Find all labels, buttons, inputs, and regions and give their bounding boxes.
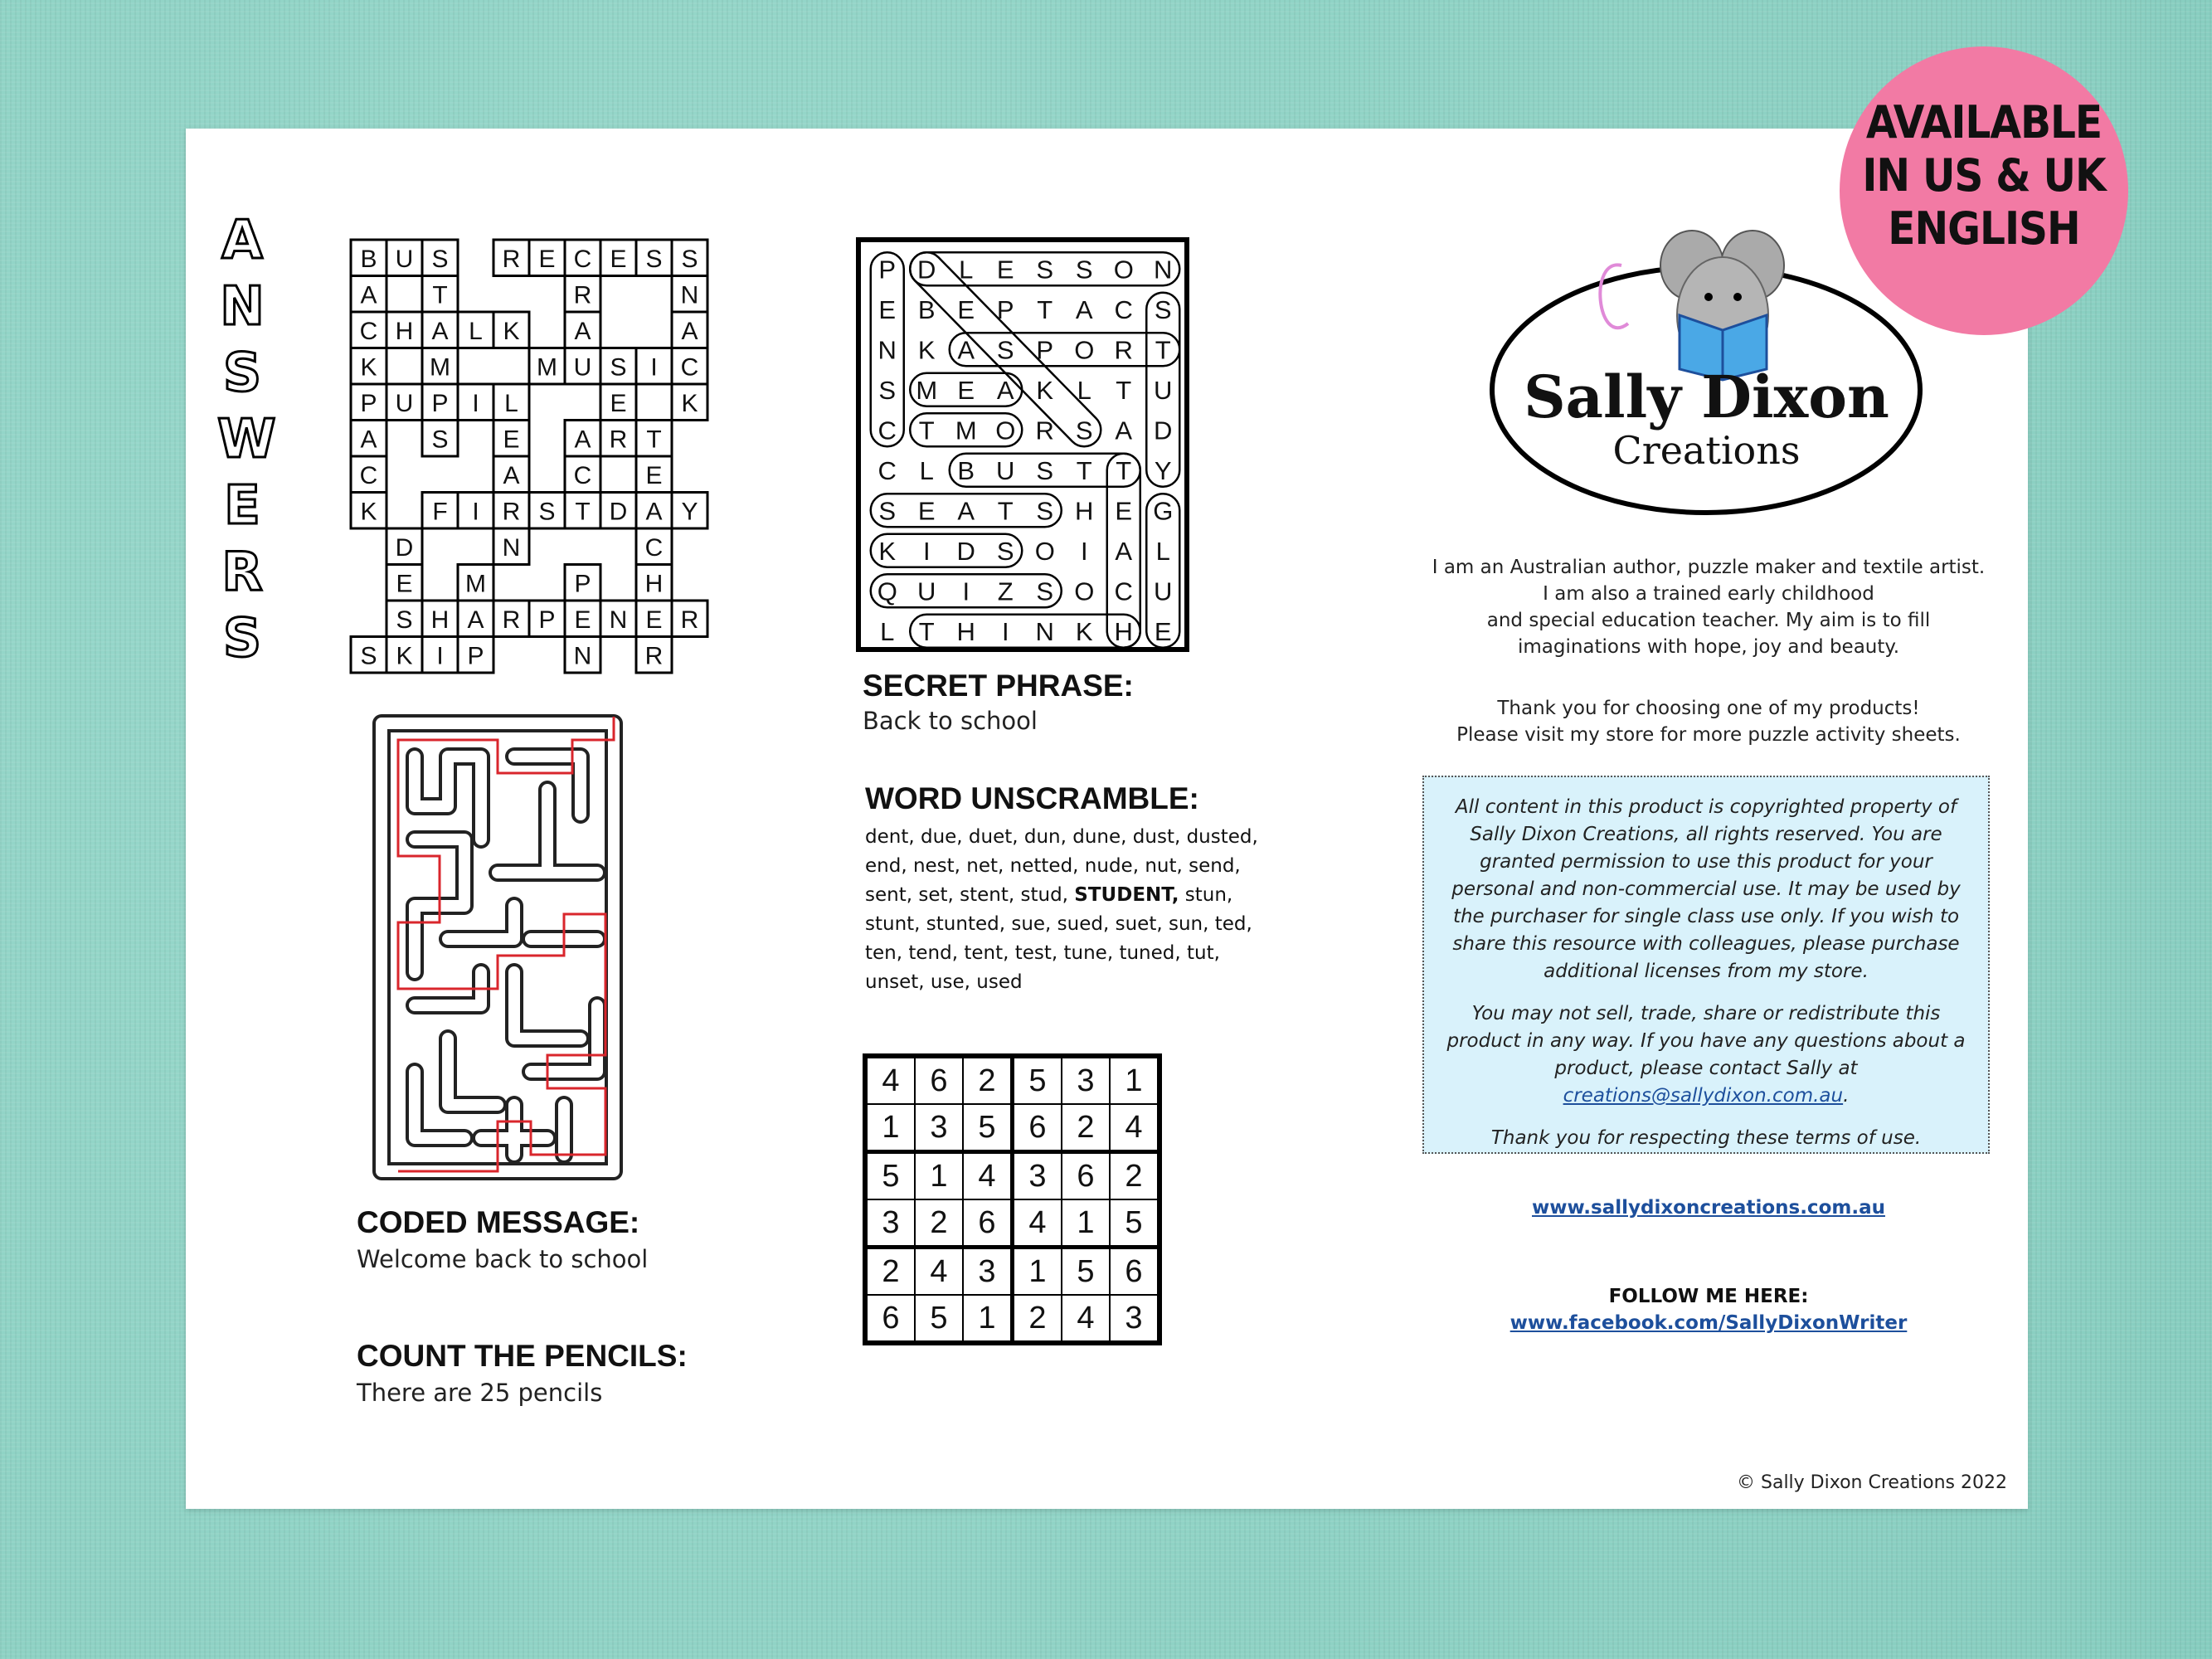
wordsearch-letter: H <box>1114 616 1133 646</box>
crossword-letter: P <box>574 570 591 598</box>
wordsearch-letter: C <box>878 455 897 485</box>
bio-line: and special education teacher. My aim is to fill <box>1486 610 1931 631</box>
secret-phrase-answer: Back to school <box>863 707 1038 735</box>
wordsearch-letter: O <box>1113 255 1134 285</box>
wordsearch-letter: S <box>1036 455 1054 485</box>
wordsearch-letter: N <box>878 335 897 365</box>
wordsearch-letter: Z <box>997 577 1014 606</box>
crossword-letter: N <box>502 533 521 562</box>
wordsearch-letter: O <box>1074 335 1095 365</box>
wordsearch-letter: R <box>1035 416 1054 445</box>
wordsearch-letter: D <box>1154 416 1173 445</box>
wordsearch-letter: A <box>996 375 1014 405</box>
wordsearch-letter: O <box>1034 536 1055 566</box>
secret-phrase-heading: SECRET PHRASE: <box>863 669 1134 703</box>
author-bio <box>1410 554 2007 660</box>
wordsearch-letter: S <box>996 335 1014 365</box>
title-letter: N <box>220 276 265 338</box>
terms-paragraph: Thank you for respecting these terms of use. <box>1490 1127 1922 1149</box>
wordsearch-letter: U <box>1154 375 1173 405</box>
wordsearch-letter: D <box>917 255 936 285</box>
wordsearch-letter: S <box>878 496 897 526</box>
follow-section <box>1410 1286 2007 1334</box>
wordsearch-letter: I <box>962 577 970 606</box>
crossword-letter: S <box>538 498 556 526</box>
crossword-letter: A <box>467 606 484 634</box>
title-letter: S <box>222 608 262 669</box>
crossword-letter: M <box>430 353 450 382</box>
crossword-letter: N <box>609 606 628 634</box>
title-letter: S <box>222 343 262 404</box>
wordsearch-letter: M <box>916 375 938 405</box>
crossword-letter: B <box>360 245 377 273</box>
crossword-letter: E <box>610 389 627 417</box>
crossword-letter: S <box>431 245 449 273</box>
crossword-letter: A <box>360 426 377 454</box>
wordsearch-letter: T <box>918 416 935 445</box>
wordsearch-letter: S <box>1154 294 1172 324</box>
unscramble-line: end, nest, net, netted, nude, nut, send, <box>865 855 1241 877</box>
wordsearch-letter: P <box>996 294 1014 324</box>
crossword-letter: A <box>503 461 520 489</box>
title-letter: A <box>221 210 263 271</box>
crossword-letter: P <box>538 606 556 634</box>
crossword-letter: N <box>573 642 592 670</box>
count-pencils-heading: COUNT THE PENCILS: <box>357 1339 688 1373</box>
crossword-letter: S <box>396 606 413 634</box>
crossword-letter: P <box>360 389 377 417</box>
crossword-letter: I <box>650 353 658 382</box>
thank-you-message <box>1410 695 2007 748</box>
wordsearch-letter: S <box>1036 496 1054 526</box>
wordsearch-letter: A <box>1115 536 1133 566</box>
wordsearch-letter: A <box>1115 416 1133 445</box>
wordsearch-letter: O <box>1074 577 1095 606</box>
crossword-letter: T <box>646 426 662 454</box>
wordsearch-letter: O <box>995 416 1016 445</box>
badge-line: IN US & UK <box>1862 149 2106 202</box>
crossword-letter: T <box>575 498 591 526</box>
crossword-letter: R <box>609 426 628 454</box>
crossword-letter: H <box>395 317 414 345</box>
crossword-letter: R <box>680 606 699 634</box>
crossword-letter: H <box>430 606 450 634</box>
crossword-letter: E <box>645 606 663 634</box>
crossword-letter: I <box>472 498 479 526</box>
unscramble-line: dent, due, duet, dun, dune, dust, dusted, <box>865 826 1258 848</box>
wordsearch-letter: C <box>1114 294 1133 324</box>
crossword-letter: P <box>431 389 449 417</box>
unscramble-line: ten, tend, tent, test, tune, tuned, tut, <box>865 942 1220 964</box>
crossword-letter: E <box>396 570 413 598</box>
wordsearch-letter: E <box>878 294 897 324</box>
crossword-letter: E <box>538 245 556 273</box>
bio-line: imaginations with hope, joy and beauty. <box>1517 636 1900 658</box>
title-letter: W <box>217 409 276 470</box>
wordsearch-letter: S <box>996 536 1014 566</box>
crossword-letter: S <box>681 245 698 273</box>
crossword-letter: A <box>574 317 591 345</box>
wordsearch-letter: A <box>957 496 975 526</box>
wordsearch-letter: T <box>1037 294 1053 324</box>
crossword-letter: M <box>465 570 486 598</box>
crossword-letter: P <box>467 642 484 670</box>
wordsearch-letter: M <box>955 416 977 445</box>
wordsearch-letter: S <box>878 375 897 405</box>
word-unscramble-section <box>865 781 1296 997</box>
wordsearch-letter: Q <box>877 577 897 606</box>
crossword-letter: C <box>680 353 699 382</box>
terms-paragraph: You may not sell, trade, share or redistribute this product in any way. If you have any questions about a product, please contact Sally at creations@sallydixon.com.au. <box>1446 1003 1966 1107</box>
wordsearch-letter: K <box>917 335 936 365</box>
crossword-letter: C <box>573 245 592 273</box>
wordsearch-letter: L <box>1077 375 1091 405</box>
thanks-line: Please visit my store for more puzzle activity sheets. <box>1456 724 1961 746</box>
crossword-letter: M <box>537 353 557 382</box>
crossword-letter: C <box>359 317 378 345</box>
copyright-notice: © Sally Dixon Creations 2022 <box>1737 1472 2007 1493</box>
unscramble-line: stunt, stunted, sue, sued, suet, sun, ted, <box>865 913 1252 935</box>
coded-message-section <box>357 1205 648 1273</box>
secret-phrase-section <box>863 669 1134 735</box>
word-unscramble-list <box>865 823 1296 997</box>
crossword-letter: R <box>502 245 521 273</box>
maze-solution <box>365 707 630 1188</box>
wordsearch-letter: L <box>1155 536 1170 566</box>
crossword-letter: U <box>573 353 592 382</box>
wordsearch-letter: L <box>919 455 934 485</box>
crossword-letter: I <box>436 642 444 670</box>
wordsearch-letter: C <box>878 416 897 445</box>
wordsearch-letter: L <box>880 616 895 646</box>
wordsearch-letter: A <box>957 335 975 365</box>
wordsearch-letter: T <box>997 496 1014 526</box>
contact-email-link[interactable]: creations@sallydixon.com.au <box>1563 1085 1844 1107</box>
facebook-link[interactable]: www.facebook.com/SallyDixonWriter <box>1510 1312 1908 1334</box>
wordsearch-letter: G <box>1153 496 1174 526</box>
wordsearch-letter: N <box>1154 255 1173 285</box>
bio-line: I am also a trained early childhood <box>1543 583 1874 605</box>
wordsearch-letter: S <box>1075 255 1093 285</box>
terms-paragraph: All content in this product is copyrighted property of Sally Dixon Creations, all rights reserved. You are granted permission to use this product for your personal and non-commercial use. It may be used by the purchaser for single class use only. If you wish to share this resource with colleagues, please purchase additional licenses from my store. <box>1451 796 1961 982</box>
crossword-letter: A <box>360 281 377 309</box>
wordsearch-letter: E <box>1154 616 1172 646</box>
crossword-letter: E <box>574 606 591 634</box>
website-link[interactable]: www.sallydixoncreations.com.au <box>1532 1197 1885 1219</box>
crossword-letter: E <box>610 245 627 273</box>
wordsearch-letter: T <box>918 616 935 646</box>
wordsearch-letter: I <box>922 536 931 566</box>
language-availability-badge <box>1840 46 2128 335</box>
crossword-letter: E <box>645 461 663 489</box>
wordsearch-letter: I <box>1080 536 1088 566</box>
badge-line: AVAILABLE <box>1865 96 2103 148</box>
crossword-letter: F <box>432 498 448 526</box>
logo-name: Sally Dixon <box>1524 362 1889 431</box>
crossword-letter: K <box>503 317 520 345</box>
wordsearch-letter: E <box>996 255 1014 285</box>
wordsearch-letter: K <box>878 536 897 566</box>
terms-of-use-box <box>1422 776 1990 1154</box>
wordsearch-letter: A <box>1075 294 1093 324</box>
coded-message-heading: CODED MESSAGE: <box>357 1205 640 1239</box>
brand-logo <box>1489 224 1924 524</box>
bio-line: I am an Australian author, puzzle maker and textile artist. <box>1432 557 1986 578</box>
crossword-letter: H <box>644 570 664 598</box>
crossword-letter: R <box>502 498 521 526</box>
wordsearch-letter: Y <box>1154 455 1172 485</box>
crossword-letter: E <box>503 426 520 454</box>
crossword-letter: A <box>574 426 591 454</box>
crossword-letter: S <box>610 353 627 382</box>
unscramble-answer-word: STUDENT, <box>1074 884 1179 906</box>
crossword-letter: I <box>472 389 479 417</box>
crossword-letter: U <box>395 389 414 417</box>
wordsearch-letter: T <box>1116 455 1132 485</box>
wordsearch-letter: S <box>1036 255 1054 285</box>
crossword-letter: N <box>680 281 699 309</box>
wordsearch-letter: E <box>957 294 975 324</box>
crossword-letter: S <box>431 426 449 454</box>
wordsearch-letter: K <box>1075 616 1093 646</box>
wordsearch-letter: D <box>956 536 975 566</box>
crossword-letter: D <box>609 498 628 526</box>
wordsearch-grid <box>856 237 1189 652</box>
crossword-letter: R <box>502 606 521 634</box>
thanks-line: Thank you for choosing one of my products! <box>1497 698 1920 719</box>
wordsearch-letter: T <box>1116 375 1132 405</box>
count-pencils-section <box>357 1339 688 1407</box>
crossword-letter: D <box>395 533 414 562</box>
crossword-letter: Y <box>681 498 698 526</box>
coded-message-answer: Welcome back to school <box>357 1245 649 1273</box>
wordsearch-letter: S <box>1075 416 1093 445</box>
wordsearch-letter: T <box>1155 335 1171 365</box>
follow-heading: FOLLOW ME HERE: <box>1608 1286 1809 1307</box>
wordsearch-letter: N <box>1035 616 1054 646</box>
wordsearch-letter: P <box>1036 335 1054 365</box>
crossword-letter: A <box>681 317 698 345</box>
crossword-letter: K <box>360 498 377 526</box>
wordsearch-letter: E <box>1115 496 1133 526</box>
title-letter: R <box>221 542 263 603</box>
wordsearch-border <box>858 240 1187 649</box>
wordsearch-letter: H <box>1075 496 1094 526</box>
crossword-letter: L <box>504 389 518 417</box>
title-letter: E <box>224 475 260 537</box>
crossword-letter: C <box>644 533 664 562</box>
crossword-letter: U <box>395 245 414 273</box>
wordsearch-letter: E <box>957 375 975 405</box>
wordsearch-letter: U <box>1154 577 1173 606</box>
wordsearch-letter: K <box>1036 375 1054 405</box>
wordsearch-letter: R <box>1114 335 1133 365</box>
word-unscramble-heading: WORD UNSCRAMBLE: <box>865 781 1199 815</box>
wordsearch-letter: U <box>917 577 936 606</box>
wordsearch-letter: I <box>1001 616 1009 646</box>
wordsearch-letter: S <box>1036 577 1054 606</box>
crossword-letter: A <box>645 498 663 526</box>
crossword-letter: K <box>681 389 698 417</box>
wordsearch-letter: L <box>959 255 974 285</box>
crossword-letter: T <box>432 281 448 309</box>
wordsearch-letter: H <box>956 616 975 646</box>
unscramble-line: sent, set, stent, stud, STUDENT, stun, <box>865 884 1233 906</box>
unscramble-line: unset, use, used <box>865 971 1023 993</box>
wordsearch-letter: B <box>957 455 975 485</box>
crossword-letter: C <box>359 461 378 489</box>
logo-subtitle: Creations <box>1612 428 1801 473</box>
crossword-letter: K <box>360 353 377 382</box>
crossword-letter: R <box>573 281 592 309</box>
badge-line: ENGLISH <box>1888 202 2080 255</box>
crossword-letter: S <box>645 245 663 273</box>
wordsearch-letter: C <box>1114 577 1133 606</box>
answers-vertical-title <box>217 207 276 672</box>
crossword-grid <box>348 237 718 680</box>
sudoku-grid: 4 6 2 5 3 1 1 3 5 6 2 4 5 1 4 3 6 2 3 2 6 4 1 5 2 4 3 1 5 6 6 5 1 2 4 3 <box>863 1053 1162 1345</box>
crossword-letter: A <box>431 317 449 345</box>
crossword-letter: K <box>396 642 413 670</box>
wordsearch-letter: U <box>996 455 1015 485</box>
crossword-letter: S <box>360 642 377 670</box>
wordsearch-letter: E <box>917 496 936 526</box>
wordsearch-letter: B <box>917 294 936 324</box>
crossword-letter: C <box>573 461 592 489</box>
count-pencils-answer: There are 25 pencils <box>357 1379 603 1407</box>
crossword-letter: R <box>644 642 664 670</box>
crossword-letter: L <box>469 317 483 345</box>
wordsearch-letter: T <box>1076 455 1092 485</box>
wordsearch-letter: P <box>878 255 897 285</box>
